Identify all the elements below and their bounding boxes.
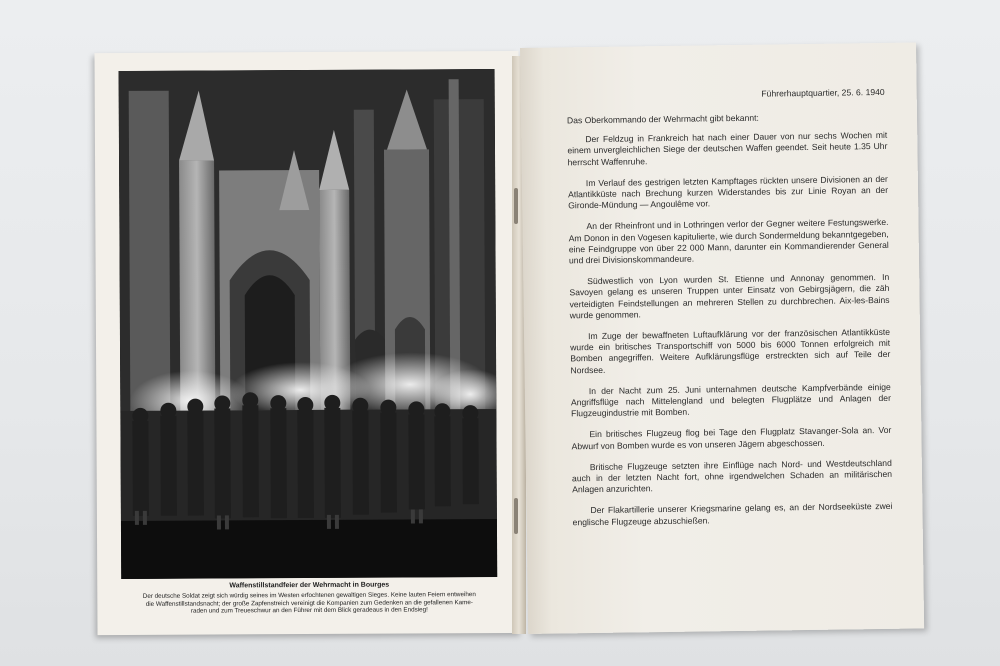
caption-line: Der deutsche Soldat zeigt sich würdig seines im Westen erfochtenen gewaltigen Sieges. Keine lauten Feiern entweihen bbox=[142, 591, 476, 600]
photo-caption-body bbox=[121, 591, 497, 616]
report-paragraph: Im Zuge der bewaffneten Luftaufklärung vor der französischen Atlantikküste wurde ein britisches Transportschiff von 5000 bis 6000 Tonnen erfolgreich mit Bomben angegriffen. Weitere Aufklärungsflüge erstreckten sich auf Teile der Nordsee. bbox=[570, 326, 891, 375]
right-page bbox=[520, 42, 924, 633]
caption-line: raden und zum Treueschwur an den Führer mit dem Blick geradeaus in den Endsieg! bbox=[190, 606, 428, 615]
report-paragraph: Südwestlich von Lyon wurden St. Etienne und Annonay genommen. In Savoyen gelang es unseren Truppen unter Einsatz von Gebirgsjägern, die zäh verteidigten Feindstellungen an mehreren Stellen zu durchbrechen. Aix-les-Bains wurde genommen. bbox=[569, 272, 890, 321]
open-booklet bbox=[96, 48, 916, 638]
report-paragraph: Ein britisches Flugzeug flog bei Tage den Flugplatz Stavanger-Sola an. Vor Abwurf von Bomben wurde es von unseren Jägern abgeschossen. bbox=[571, 425, 892, 451]
report-paragraph: Der Flakartillerie unserer Kriegsmarine gelang es, an der Nordseeküste zwei englische Flugzeuge abzuschießen. bbox=[572, 501, 893, 527]
report-paragraph: In der Nacht zum 25. Juni unternahmen deutsche Kampfverbände einige Angriffsflüge nach Mittelengland und belegten Flugplätze und Anlagen der Flugzeugindustrie mit Bomben. bbox=[570, 381, 891, 419]
staple-bottom bbox=[514, 498, 518, 534]
report-paragraph: Der Feldzug in Frankreich hat nach einer Dauer von nur sechs Wochen mit einem unvergleichlichen Siege der deutschen Waffen geendet. Seit heute 1.35 Uhr herrscht Waffenruhe. bbox=[567, 130, 888, 167]
report-intro: Das Oberkommando der Wehrmacht gibt bekannt: bbox=[566, 112, 759, 126]
report-paragraph: An der Rheinfront und in Lothringen verlor der Gegner weitere Festungswerke. Am Donon in den Vogesen kapitulierte, wie durch Sondermeldung bekanntgegeben, eine Feindgruppe von über 22 000 Mann, darunter ein Kommandierender General und drei Divisionskommandeure. bbox=[568, 217, 889, 266]
report-paragraph: Im Verlauf des gestrigen letzten Kampftages rückten unsere Divisionen an der Atlantikküste nach Brechung kurzen Widerstandes bis zur Linie Royan an der Gironde-Mündung — Angoulême vor. bbox=[567, 173, 889, 211]
report-paragraph: Britische Flugzeuge setzten ihre Einflüge nach Nord- und Westdeutschland auch in der letzten Nacht fort, ohne irgendwelchen Schaden an militärischen Anlagen anzurichten. bbox=[571, 457, 893, 495]
left-page bbox=[94, 51, 521, 635]
photo-illustration bbox=[119, 69, 498, 579]
report-dateline: Führerhauptquartier, 25. 6. 1940 bbox=[761, 86, 885, 99]
report-text bbox=[567, 87, 893, 528]
cathedral-ceremony-photo bbox=[119, 69, 498, 579]
caption-line: die Waffenstillstandsnacht; der große Zapfenstreich vereinigt die Kompanien zum Gedenken an die gefallenen Kame- bbox=[145, 598, 474, 608]
staple-top bbox=[514, 188, 518, 224]
photo-caption-title: Waffenstillstandfeier der Wehrmacht in Bourges bbox=[229, 581, 390, 590]
